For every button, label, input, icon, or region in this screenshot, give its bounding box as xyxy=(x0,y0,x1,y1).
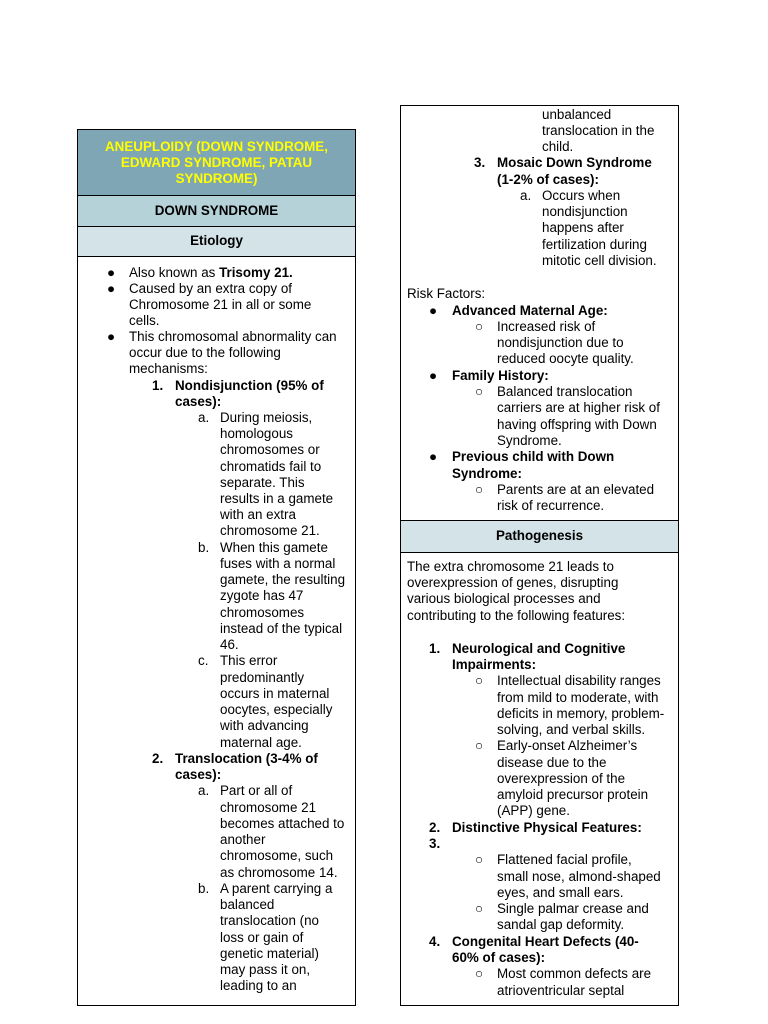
bullet-marker: ● xyxy=(107,265,116,280)
sub-bullet-marker: ○ xyxy=(475,673,484,688)
list-text: chromatids fail to xyxy=(220,459,322,474)
list-text: mitotic cell division. xyxy=(542,253,657,268)
list-text: separate. This xyxy=(220,475,305,490)
list-heading: (1-2% of cases): xyxy=(497,172,599,187)
list-text: translocation (no xyxy=(220,913,319,928)
list-text: gamete, the resulting xyxy=(220,572,346,587)
list-text: becomes attached to xyxy=(220,816,345,831)
list-heading: cases): xyxy=(175,767,222,782)
section-heading-down-syndrome: DOWN SYNDROME xyxy=(78,196,355,227)
subsection-heading-etiology: Etiology xyxy=(78,227,355,257)
paragraph-text: various biological processes and xyxy=(407,591,601,606)
left-column xyxy=(77,129,356,1006)
list-number: 3. xyxy=(474,155,486,170)
list-text: chromosome 21 xyxy=(220,800,317,815)
list-text: A parent carrying a xyxy=(220,881,333,896)
sub-bullet-marker: ○ xyxy=(475,966,484,981)
list-text: may pass it on, xyxy=(220,962,311,977)
list-heading: Distinctive Physical Features: xyxy=(452,820,642,835)
risk-factor-title: Family History: xyxy=(452,368,549,383)
sub-bullet-marker: ○ xyxy=(475,319,484,334)
risk-factor-title: Advanced Maternal Age: xyxy=(452,303,608,318)
bullet-text: Also known as Trisomy 21. xyxy=(129,265,293,280)
list-text: fertilization during xyxy=(542,237,647,252)
paragraph-text: overexpression of genes, disrupting xyxy=(407,575,619,590)
bullet-marker: ● xyxy=(107,281,116,296)
paragraph-text: contributing to the following features: xyxy=(407,608,626,623)
list-heading: Congenital Heart Defects (40- xyxy=(452,934,639,949)
list-text: leading to an xyxy=(220,978,297,993)
list-text: instead of the typical xyxy=(220,621,343,636)
bullet-marker: ● xyxy=(429,449,438,464)
list-text: balanced xyxy=(220,897,275,912)
list-heading: Impairments: xyxy=(452,657,537,672)
list-number: 3. xyxy=(429,836,441,851)
list-number: 2. xyxy=(152,751,164,766)
list-letter: a. xyxy=(198,783,210,798)
bullet-text: Caused by an extra copy of xyxy=(129,281,293,296)
list-text: During meiosis, xyxy=(220,410,313,425)
bullet-text: Chromosome 21 in all or some xyxy=(129,297,312,312)
bullet-text: mechanisms: xyxy=(129,361,208,376)
list-text: Part or all of xyxy=(220,783,293,798)
list-text: Flattened facial profile, xyxy=(497,852,632,867)
list-text: fuses with a normal xyxy=(220,556,336,571)
list-text: predominantly xyxy=(220,670,305,685)
list-text: This error xyxy=(220,653,278,668)
list-text: Increased risk of xyxy=(497,319,596,334)
document-title: ANEUPLOIDY (DOWN SYNDROME, EDWARD SYNDROME, PATAU SYNDROME) xyxy=(78,130,355,196)
list-text: Balanced translocation xyxy=(497,384,633,399)
list-text: solving, and verbal skills. xyxy=(497,722,646,737)
list-text: Single palmar crease and xyxy=(497,901,649,916)
subsection-heading-pathogenesis: Pathogenesis xyxy=(401,520,678,553)
risk-factor-title: Previous child with Down xyxy=(452,449,615,464)
bullet-text: occur due to the following xyxy=(129,345,281,360)
list-text: chromosome 21. xyxy=(220,523,320,538)
list-letter: a. xyxy=(198,410,210,425)
list-text: translocation in the xyxy=(542,123,655,138)
sub-bullet-marker: ○ xyxy=(475,384,484,399)
list-text: zygote has 47 xyxy=(220,588,304,603)
list-text: 46. xyxy=(220,637,239,652)
list-text: sandal gap deformity. xyxy=(497,917,625,932)
sub-bullet-marker: ○ xyxy=(475,738,484,753)
list-heading: 60% of cases): xyxy=(452,950,546,965)
sub-bullet-marker: ○ xyxy=(475,901,484,916)
bullet-marker: ● xyxy=(429,303,438,318)
list-text: maternal age. xyxy=(220,735,302,750)
list-letter: b. xyxy=(198,540,210,555)
sub-bullet-marker: ○ xyxy=(475,482,484,497)
list-text: When this gamete xyxy=(220,540,328,555)
list-text: Occurs when xyxy=(542,188,621,203)
list-text: chromosomes xyxy=(220,605,305,620)
list-number: 1. xyxy=(152,378,164,393)
list-text: disease due to the xyxy=(497,755,607,770)
list-text: Parents are at an elevated xyxy=(497,482,655,497)
list-text: another xyxy=(220,832,266,847)
list-letter: c. xyxy=(198,653,209,668)
list-text: carriers are at higher risk of xyxy=(497,400,660,415)
list-letter: a. xyxy=(520,188,532,203)
paragraph-text: The extra chromosome 21 leads to xyxy=(407,559,614,574)
list-text: (APP) gene. xyxy=(497,803,570,818)
list-heading: Neurological and Cognitive xyxy=(452,641,626,656)
right-column xyxy=(400,105,679,1006)
list-text: Early-onset Alzheimer’s xyxy=(497,738,638,753)
list-text: as chromosome 14. xyxy=(220,865,338,880)
list-text: Most common defects are xyxy=(497,966,652,981)
list-text: overexpression of the xyxy=(497,771,626,786)
etiology-continued xyxy=(401,106,678,520)
list-text: Intellectual disability ranges xyxy=(497,673,661,688)
list-text: risk of recurrence. xyxy=(497,498,605,513)
list-text: genetic material) xyxy=(220,946,319,961)
list-letter: b. xyxy=(198,881,210,896)
list-text: Syndrome. xyxy=(497,433,562,448)
list-heading: Mosaic Down Syndrome xyxy=(497,155,652,170)
risk-factor-title: Syndrome: xyxy=(452,466,522,481)
bullet-text: cells. xyxy=(129,313,160,328)
list-text: small nose, almond-shaped xyxy=(497,869,661,884)
list-number: 2. xyxy=(429,820,441,835)
list-text: results in a gamete xyxy=(220,491,334,506)
list-text: chromosomes or xyxy=(220,442,320,457)
risk-factors-heading: Risk Factors: xyxy=(407,286,486,301)
list-text: loss or gain of xyxy=(220,930,304,945)
list-text: unbalanced xyxy=(542,107,612,122)
list-text: happens after xyxy=(542,220,624,235)
list-number: 1. xyxy=(429,641,441,656)
list-text: eyes, and small ears. xyxy=(497,885,624,900)
list-text: homologous xyxy=(220,426,293,441)
list-text: from mild to moderate, with xyxy=(497,690,659,705)
list-heading: Translocation (3-4% of xyxy=(175,751,318,766)
list-text: child. xyxy=(542,139,574,154)
list-text: reduced oocyte quality. xyxy=(497,351,634,366)
list-text: oocytes, especially xyxy=(220,702,333,717)
list-text: occurs in maternal xyxy=(220,686,330,701)
list-text: atrioventricular septal xyxy=(497,983,625,998)
bullet-text: This chromosomal abnormality can xyxy=(129,329,337,344)
list-text: nondisjunction due to xyxy=(497,335,624,350)
list-text: with an extra xyxy=(220,507,296,522)
list-text: nondisjunction xyxy=(542,204,628,219)
list-number: 4. xyxy=(429,934,441,949)
list-heading: cases): xyxy=(175,394,222,409)
bullet-marker: ● xyxy=(429,368,438,383)
list-text: deficits in memory, problem- xyxy=(497,706,665,721)
list-text: chromosome, such xyxy=(220,848,334,863)
sub-bullet-marker: ○ xyxy=(475,852,484,867)
list-heading: Nondisjunction (95% of xyxy=(175,378,324,393)
list-text: with advancing xyxy=(220,718,309,733)
bullet-marker: ● xyxy=(107,329,116,344)
list-text: having offspring with Down xyxy=(497,417,657,432)
list-text: amyloid precursor protein xyxy=(497,787,649,802)
